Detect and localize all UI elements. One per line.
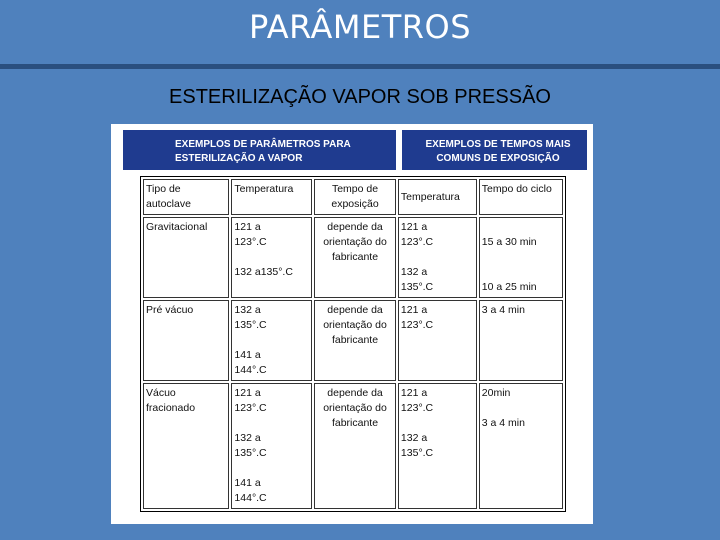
cycle-value: 20min xyxy=(481,387,511,399)
column-header: Temperatura xyxy=(398,179,477,215)
temperature-value: 121 a 123°.C xyxy=(400,304,434,331)
cell-exposure: depende da orientação do fabricante xyxy=(314,217,396,298)
table-row xyxy=(143,217,563,298)
parameters-table xyxy=(140,176,566,512)
cell-autoclave-type: Gravitacional xyxy=(143,217,229,298)
table-row xyxy=(143,383,563,509)
cell-cycle xyxy=(479,300,563,381)
cycle-value: 15 a 30 min xyxy=(481,236,537,248)
table-image-panel xyxy=(111,124,593,524)
cell-autoclave-type: Vácuo fracionado xyxy=(143,383,229,509)
temperature-value: 141 a 144°.C xyxy=(234,349,267,376)
header-divider xyxy=(396,130,402,170)
column-header: Tempo de exposição xyxy=(314,179,396,215)
cell-temperature2 xyxy=(398,383,477,509)
cell-temperature xyxy=(231,383,312,509)
temperature-value: 132 a135°.C xyxy=(234,266,293,278)
cell-exposure: depende da orientação do fabricante xyxy=(314,383,396,509)
column-header: Temperatura xyxy=(231,179,312,215)
temperature-value: 132 a 135°.C xyxy=(400,266,434,293)
cell-cycle xyxy=(479,217,563,298)
header-left-text: EXEMPLOS DE PARÂMETROS PARA ESTERILIZAÇÃO A VAPOR xyxy=(175,139,351,164)
table-row xyxy=(143,300,563,381)
temperature-value: 141 a 144°.C xyxy=(234,477,267,504)
column-header: Tempo do ciclo xyxy=(479,179,563,215)
cell-temperature2 xyxy=(398,300,477,381)
cell-cycle xyxy=(479,383,563,509)
temperature-value: 121 a 123°.C xyxy=(400,387,434,414)
temperature-value: 121 a 123°.C xyxy=(234,387,267,414)
temperature-value: 121 a 123°.C xyxy=(400,221,434,248)
cycle-value: 3 a 4 min xyxy=(481,304,525,316)
header-right-text: EXEMPLOS DE TEMPOS MAIS COMUNS DE EXPOSIÇÃO xyxy=(425,139,571,164)
cell-temperature xyxy=(231,217,312,298)
temperature-value: 121 a 123°.C xyxy=(234,221,267,248)
cycle-value: 3 a 4 min xyxy=(481,417,525,429)
column-header: Tipo de autoclave xyxy=(143,179,229,215)
page-subtitle: ESTERILIZAÇÃO VAPOR SOB PRESSÃO xyxy=(169,86,551,108)
page-title: PARÂMETROS xyxy=(248,8,472,46)
cell-autoclave-type: Pré vácuo xyxy=(143,300,229,381)
title-divider xyxy=(0,64,720,69)
table-header-row xyxy=(143,179,563,215)
cell-exposure: depende da orientação do fabricante xyxy=(314,300,396,381)
cycle-value: 10 a 25 min xyxy=(481,281,537,293)
temperature-value: 132 a 135°.C xyxy=(234,432,267,459)
temperature-value: 132 a 135°.C xyxy=(234,304,267,331)
temperature-value: 132 a 135°.C xyxy=(400,432,434,459)
table-header-bar xyxy=(123,130,587,170)
cell-temperature2 xyxy=(398,217,477,298)
cell-temperature xyxy=(231,300,312,381)
